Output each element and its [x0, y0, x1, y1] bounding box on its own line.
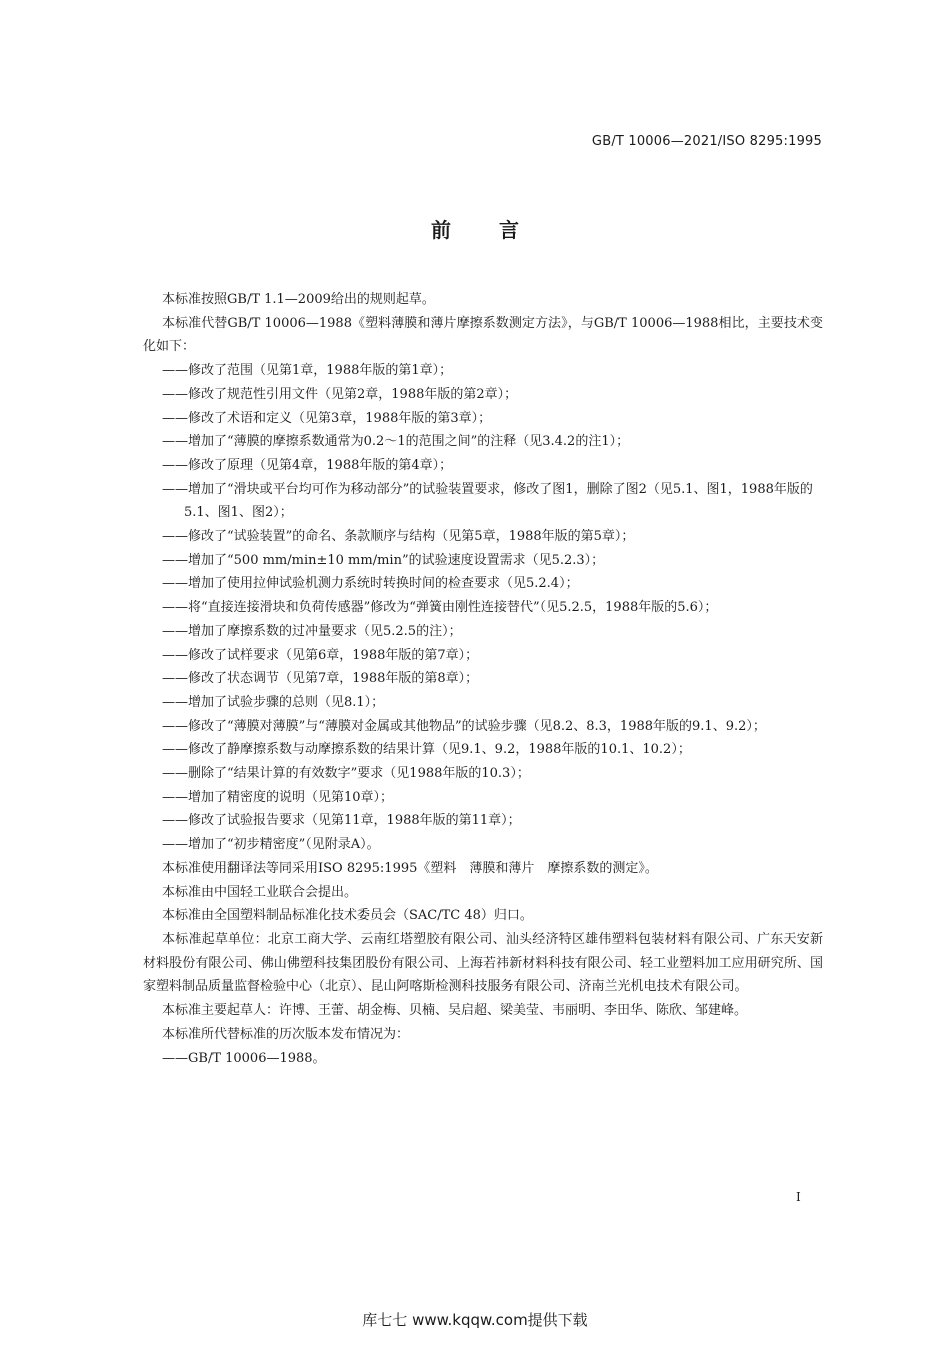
list-item: ——修改了静摩擦系数与动摩擦系数的结果计算（见9.1、9.2，1988年版的10.1、10.2）； [162, 742, 691, 758]
history-list [143, 1047, 823, 1071]
list-item: ——修改了原理（见第4章，1988年版的第4章）； [162, 457, 453, 473]
list-item: ——修改了“薄膜对薄膜”与“薄膜对金属或其他物品”的试验步骤（见8.2、8.3，1988年版的9.1、9.2）； [162, 718, 766, 734]
closing-paragraph: 本标准由全国塑料制品标准化技术委员会（SAC/TC 48）归口。 [162, 908, 533, 924]
list-item: ——修改了术语和定义（见第3章，1988年版的第3章）； [162, 410, 492, 426]
closing-paragraph: 本标准主要起草人：许博、王蕾、胡金梅、贝楠、吴启超、梁美莹、韦丽明、李田华、陈欣、邹建峰。 [162, 1003, 748, 1019]
list-item: ——GB/T 10006—1988。 [162, 1050, 326, 1066]
closing-paragraph: 本标准所代替标准的历次版本发布情况为： [162, 1026, 410, 1042]
changes-list [143, 359, 823, 857]
list-item: ——删除了“结果计算的有效数字”要求（见1988年版的10.3）； [162, 766, 530, 782]
list-item: ——增加了使用拉伸试验机测力系统时转换时间的检查要求（见5.2.4）； [162, 576, 579, 592]
page-number: I [796, 1190, 801, 1204]
list-item: ——增加了“滑块或平台均可作为移动部分”的试验装置要求，修改了图1，删除了图2（见5.1、图1，1988年版的5.1、图1、图2）； [162, 481, 813, 521]
list-item: ——增加了精密度的说明（见第10章）； [162, 789, 394, 805]
intro-paragraph: 本标准按照GB/T 1.1—2009给出的规则起草。 [162, 292, 435, 307]
download-footer: 库七七 www.kqqw.com提供下载 [362, 1311, 588, 1329]
list-item: ——修改了规范性引用文件（见第2章，1988年版的第2章）； [162, 386, 518, 402]
page-title: 前言 [431, 218, 567, 242]
closing-paragraph: 本标准使用翻译法等同采用ISO 8295:1995《塑料 薄膜和薄片 摩擦系数的测定》。 [162, 860, 658, 876]
closing-paragraph: 本标准起草单位：北京工商大学、云南红塔塑胶有限公司、汕头经济特区雄伟塑料包装材料有限公司、广东天安新材料股份有限公司、佛山佛塑科技集团股份有限公司、上海若祎新材料科技有限公司、轻工业塑料加工应用研究所、国家塑料制品质量监督检验中心（北京）、昆山阿喀斯检测科技服务有限公司、济南兰光机电技术有限公司。 [143, 931, 823, 995]
list-item: ——修改了试验报告要求（见第11章，1988年版的第11章）； [162, 813, 521, 829]
list-item: ——修改了试样要求（见第6章，1988年版的第7章）； [162, 647, 479, 663]
list-item: ——将“直接连接滑块和负荷传感器”修改为“弹簧由刚性连接替代”（见5.2.5，1988年版的5.6）； [162, 600, 718, 616]
standard-code-header: GB/T 10006—2021/ISO 8295:1995 [591, 134, 822, 149]
list-item: ——增加了摩擦系数的过冲量要求（见5.2.5的注）； [162, 623, 462, 639]
list-item: ——修改了范围（见第1章，1988年版的第1章）； [162, 363, 453, 379]
closing-paragraph: 本标准由中国轻工业联合会提出。 [162, 884, 358, 900]
document-body [143, 288, 823, 1070]
list-item: ——增加了“500 mm/min±10 mm/min”的试验速度设置需求（见5.2.3）； [162, 552, 605, 568]
list-item: ——增加了“初步精密度”（见附录A）。 [162, 837, 380, 853]
intro-paragraph: 本标准代替GB/T 10006—1988《塑料薄膜和薄片摩擦系数测定方法》，与GB/T 10006—1988相比，主要技术变化如下： [143, 315, 823, 355]
list-item: ——增加了试验步骤的总则（见8.1）； [162, 694, 385, 710]
list-item: ——修改了“试验装置”的命名、条款顺序与结构（见第5章，1988年版的第5章）； [162, 529, 635, 545]
list-item: ——修改了状态调节（见第7章，1988年版的第8章）； [162, 671, 479, 687]
list-item: ——增加了“薄膜的摩擦系数通常为0.2～1的范围之间”的注释（见3.4.2的注1）； [162, 434, 630, 450]
